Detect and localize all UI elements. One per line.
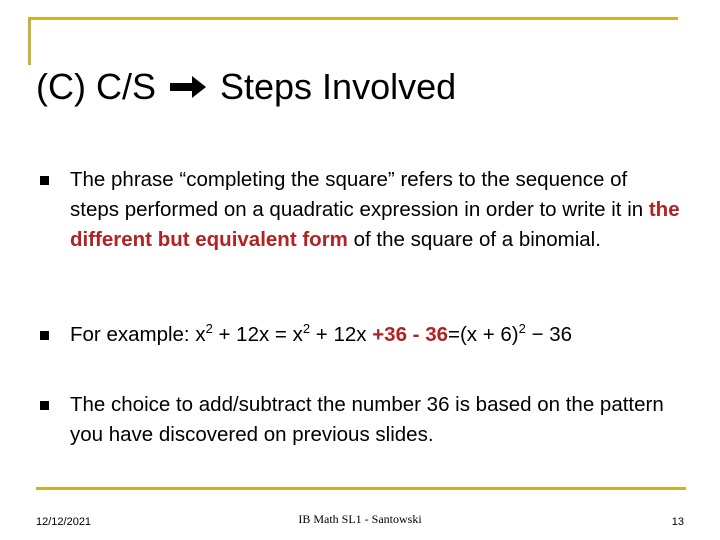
bullet-marker-icon [40,331,49,340]
footer-date: 12/12/2021 [36,516,92,528]
example-equation [70,320,680,350]
bullet-text-part: of the square of a binomial. [347,228,601,251]
bullet-marker-icon [40,401,49,410]
frame-left-border [28,17,31,65]
equation-part: For example: x [70,323,206,346]
bullet-text [70,165,680,255]
exponent: 2 [302,321,311,336]
highlight-text: the different but equivalent form [70,198,680,251]
bullet-text: The choice to add/subtract the number 36 is based on the pattern you have discovered on previous slides. [70,393,664,446]
equation-part: =(x + 6) [448,323,519,346]
right-arrow-icon [168,74,208,100]
exponent: 2 [518,321,526,336]
bullet-marker-icon [40,176,49,185]
title-prefix: (C) C/S [36,66,156,107]
page-number: 13 [671,516,684,528]
footer-course: IB Math SL1 - Santowski [298,512,422,526]
bullet-text-part: The phrase “completing the square” refers to the sequence of steps performed on a quadratic expression in order to write it in [70,168,649,221]
exponent: 2 [205,321,213,336]
equation-part: + 12x = x [212,323,303,346]
title-suffix: Steps Involved [220,66,457,107]
slide-title [36,66,456,108]
equation-part: + 12x [310,323,373,346]
frame-top-border [28,17,678,20]
equation-part: − 36 [525,323,573,346]
highlight-text: +36 - 36 [372,323,448,346]
footer-divider [36,487,686,490]
